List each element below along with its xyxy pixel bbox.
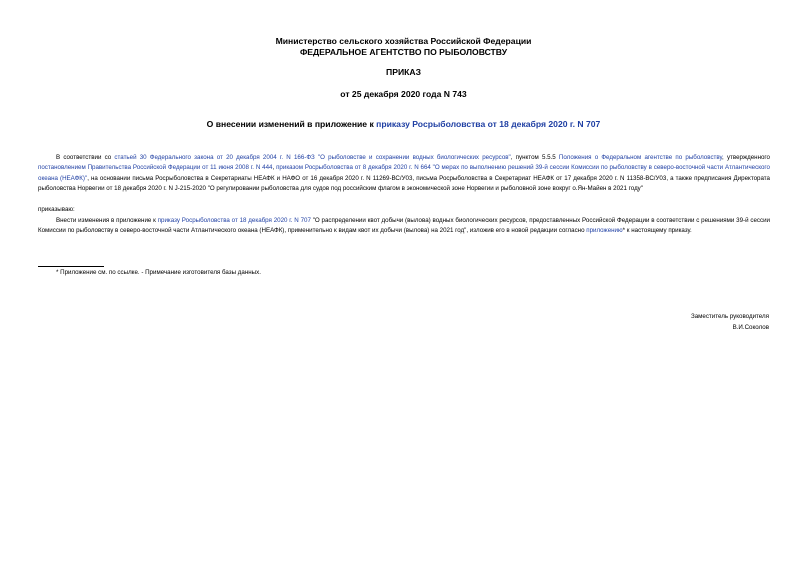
preamble-text-1: В соответствии со bbox=[56, 154, 115, 161]
preamble-text-5: , на основании письма Росрыболовства в Секретариаты НЕАФК и НАФО от 16 декабря 2020 г. N 11269-ВС/У03, письма Росрыболовства в Секретариат НЕАФК от 17 декабря 2020 г. N 11358-ВС/У03, а также предписания Директората рыболовства Норвегии от 18 декабря 2020 г. N J-215-2020 "О регулировании рыболовства для судов под российским флагом в экономической зоне Норвегии и рыболовной зоне вокруг о.Ян-Майен в 2021 году" bbox=[38, 174, 770, 193]
footnote: * Приложение см. по ссылке. - Примечание изготовителя базы данных. bbox=[56, 269, 261, 276]
document-date: от 25 декабря 2020 года N 743 bbox=[340, 89, 467, 99]
document-body bbox=[38, 153, 770, 236]
agency-regulation-link[interactable]: Положения о Федеральном агентстве по рыболовству bbox=[558, 154, 723, 161]
preamble-text-4: , bbox=[272, 164, 277, 172]
signatory-position: Заместитель руководителя bbox=[690, 313, 769, 320]
law-article-link[interactable]: статьей 30 Федерального закона от 20 декабря 2004 г. N 166-ФЗ "О рыболовстве и сохранении водных биологических ресурсов" bbox=[114, 154, 511, 161]
document-type: ПРИКАЗ bbox=[386, 67, 421, 77]
signatory-name: В.И.Соколов bbox=[732, 324, 769, 331]
directive-text-2: "О распределении квот добычи (вылова) водных биологических ресурсов, предоставленных Российской Федерации в соответствии с решениями 39-й сессии Комиссии по рыболовству в северо-восточной части Атлантического океана (НЕАФК), применительно к видам квот их добычи (вылова) на 2021 год", изложив его в новой редакции согласно bbox=[38, 216, 770, 235]
title-order-link[interactable]: приказу Росрыболовства от 18 декабря 2020 г. N 707 bbox=[376, 119, 601, 129]
ministry-name: Министерство сельского хозяйства Российской Федерации bbox=[275, 36, 532, 46]
document-header bbox=[0, 36, 807, 57]
directive-text-3: * к настоящему приказу. bbox=[622, 227, 692, 235]
directive-paragraph bbox=[38, 216, 770, 237]
footnote-divider bbox=[38, 266, 104, 267]
document-title bbox=[0, 119, 807, 129]
prikazyvayu-line: приказываю: bbox=[38, 206, 75, 214]
preamble-text-2: , пунктом 5.5.5 bbox=[510, 154, 559, 161]
government-decree-link[interactable]: постановлением Правительства Российской Федерации от 11 июня 2008 г. N 444 bbox=[38, 164, 273, 172]
title-prefix: О внесении изменений в приложение к bbox=[206, 119, 377, 129]
agency-name: ФЕДЕРАЛЬНОЕ АГЕНТСТВО ПО РЫБОЛОВСТВУ bbox=[299, 46, 508, 57]
directive-text-1: Внести изменения в приложение к bbox=[56, 216, 158, 224]
appendix-link[interactable]: приложению bbox=[586, 227, 623, 235]
order-664-link[interactable]: приказом Росрыболовства от 8 декабря 2020 г. N 664 "О мерах по выполнению решений 39-й сессии Комиссии по рыболовству в северо-восточной части Атлантического океана (НЕАФК)" bbox=[38, 164, 770, 182]
preamble-paragraph bbox=[38, 153, 770, 195]
preamble-text-3: , утвержденного bbox=[722, 154, 770, 161]
order-707-link[interactable]: приказу Росрыболовства от 18 декабря 2020 г. N 707 bbox=[157, 216, 311, 224]
signature-block bbox=[691, 311, 769, 333]
spacer bbox=[38, 195, 770, 206]
